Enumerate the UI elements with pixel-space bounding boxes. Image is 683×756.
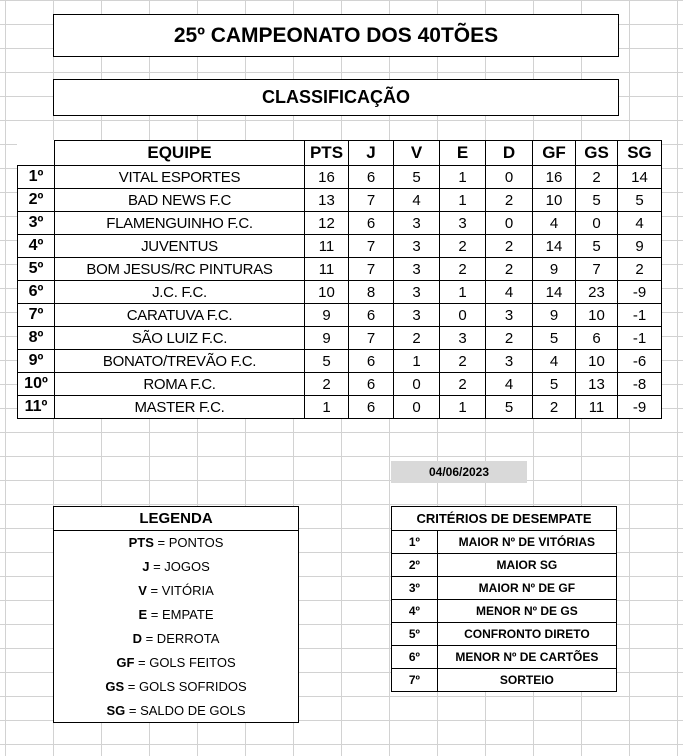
cell-pts: 5 <box>305 350 349 373</box>
criteria-item <box>392 669 617 692</box>
cell-gf: 4 <box>533 350 576 373</box>
criteria-text: SORTEIO <box>437 669 616 692</box>
cell-pts: 2 <box>305 373 349 396</box>
cell-gs: 2 <box>576 166 618 189</box>
table-row <box>18 281 662 304</box>
legend-item-cell <box>54 531 299 555</box>
cell-j: 7 <box>349 327 394 350</box>
cell-pts: 13 <box>305 189 349 212</box>
cell-d: 3 <box>486 350 533 373</box>
cell-team: MASTER F.C. <box>55 396 305 419</box>
legend-abbr: PTS <box>128 535 154 551</box>
cell-e: 3 <box>440 327 486 350</box>
cell-gf: 14 <box>533 281 576 304</box>
criteria-item <box>392 600 617 623</box>
cell-pos: 9º <box>18 350 55 373</box>
legend-meaning: = SALDO DE GOLS <box>125 702 246 718</box>
cell-pts: 11 <box>305 258 349 281</box>
cell-v: 3 <box>394 304 440 327</box>
page-title: 25º CAMPEONATO DOS 40TÕES <box>53 14 619 57</box>
cell-j: 6 <box>349 304 394 327</box>
criteria-rank: 6º <box>392 646 438 669</box>
cell-gs: 11 <box>576 396 618 419</box>
legend-item-cell <box>54 555 299 579</box>
table-row <box>18 166 662 189</box>
cell-pos: 8º <box>18 327 55 350</box>
cell-gs: 13 <box>576 373 618 396</box>
legend-abbr: GF <box>116 655 135 670</box>
cell-j: 8 <box>349 281 394 304</box>
legend-item-cell <box>54 579 299 603</box>
date-label: 04/06/2023 <box>391 461 527 483</box>
cell-v: 4 <box>394 189 440 212</box>
table-row <box>18 304 662 327</box>
cell-sg: 4 <box>618 212 662 235</box>
legend-item-cell <box>54 603 299 627</box>
cell-team: BAD NEWS F.C <box>55 189 305 212</box>
cell-e: 2 <box>440 350 486 373</box>
header-e: E <box>440 141 486 166</box>
legend-item <box>54 603 299 627</box>
legend-item-cell <box>54 675 299 699</box>
cell-d: 4 <box>486 281 533 304</box>
cell-pts: 9 <box>305 304 349 327</box>
criteria-rank: 5º <box>392 623 438 646</box>
criteria-item <box>392 623 617 646</box>
legend-abbr: D <box>132 631 142 646</box>
cell-d: 0 <box>486 212 533 235</box>
table-row <box>18 373 662 396</box>
cell-pts: 1 <box>305 396 349 419</box>
cell-gf: 4 <box>533 212 576 235</box>
header-gf: GF <box>533 141 576 166</box>
legend-meaning: = GOLS FEITOS <box>134 655 236 670</box>
cell-gf: 14 <box>533 235 576 258</box>
cell-pts: 12 <box>305 212 349 235</box>
cell-pts: 16 <box>305 166 349 189</box>
cell-team: VITAL ESPORTES <box>55 166 305 189</box>
cell-sg: -8 <box>618 373 662 396</box>
cell-gs: 5 <box>576 189 618 212</box>
legend-table <box>53 506 299 723</box>
cell-v: 1 <box>394 350 440 373</box>
cell-team: SÃO LUIZ F.C. <box>55 327 305 350</box>
cell-v: 5 <box>394 166 440 189</box>
cell-e: 1 <box>440 189 486 212</box>
legend-item <box>54 627 299 651</box>
legend-meaning: = GOLS SOFRIDOS <box>124 679 247 694</box>
cell-sg: -1 <box>618 327 662 350</box>
criteria-rank: 4º <box>392 600 438 623</box>
cell-e: 2 <box>440 235 486 258</box>
cell-team: J.C. F.C. <box>55 281 305 304</box>
criteria-item <box>392 554 617 577</box>
criteria-text: MAIOR SG <box>437 554 616 577</box>
criteria-rank: 1º <box>392 531 438 554</box>
legend-item <box>54 579 299 603</box>
criteria-text: CONFRONTO DIRETO <box>437 623 616 646</box>
legend-meaning: = DERROTA <box>141 631 220 646</box>
cell-v: 0 <box>394 396 440 419</box>
cell-j: 7 <box>349 235 394 258</box>
criteria-text: MAIOR Nº DE VITÓRIAS <box>437 531 616 554</box>
criteria-rank: 7º <box>392 669 438 692</box>
legend-abbr: SG <box>106 702 126 718</box>
cell-e: 1 <box>440 281 486 304</box>
cell-gs: 7 <box>576 258 618 281</box>
header-sg: SG <box>618 141 662 166</box>
header-pts: PTS <box>305 141 349 166</box>
cell-pts: 9 <box>305 327 349 350</box>
cell-gf: 9 <box>533 304 576 327</box>
legend-abbr: J <box>142 559 150 574</box>
legend-meaning: = PONTOS <box>153 535 224 551</box>
cell-team: ROMA F.C. <box>55 373 305 396</box>
cell-pts: 11 <box>305 235 349 258</box>
cell-gf: 2 <box>533 396 576 419</box>
legend-meaning: = EMPATE <box>147 607 214 622</box>
table-row <box>18 189 662 212</box>
header-blank <box>18 141 55 166</box>
cell-pos: 1º <box>18 166 55 189</box>
cell-sg: 9 <box>618 235 662 258</box>
cell-j: 6 <box>349 212 394 235</box>
cell-pos: 11º <box>18 396 55 419</box>
header-j: J <box>349 141 394 166</box>
cell-e: 2 <box>440 373 486 396</box>
header-team: EQUIPE <box>55 141 305 166</box>
legend-item <box>54 675 299 699</box>
cell-d: 2 <box>486 189 533 212</box>
cell-j: 7 <box>349 189 394 212</box>
legend-abbr: E <box>138 607 148 622</box>
legend-abbr: V <box>138 583 147 598</box>
legend-item <box>54 651 299 675</box>
cell-v: 0 <box>394 373 440 396</box>
cell-team: CARATUVA F.C. <box>55 304 305 327</box>
table-row <box>18 258 662 281</box>
cell-pos: 4º <box>18 235 55 258</box>
cell-d: 5 <box>486 396 533 419</box>
table-row <box>18 396 662 419</box>
cell-pts: 10 <box>305 281 349 304</box>
cell-v: 2 <box>394 327 440 350</box>
cell-gs: 0 <box>576 212 618 235</box>
cell-team: FLAMENGUINHO F.C. <box>55 212 305 235</box>
cell-gs: 5 <box>576 235 618 258</box>
cell-pos: 2º <box>18 189 55 212</box>
header-v: V <box>394 141 440 166</box>
cell-e: 0 <box>440 304 486 327</box>
legend-meaning: = JOGOS <box>149 559 210 574</box>
cell-v: 3 <box>394 258 440 281</box>
standings-header-row <box>18 141 662 166</box>
cell-sg: 14 <box>618 166 662 189</box>
cell-d: 2 <box>486 258 533 281</box>
legend-item <box>54 699 299 723</box>
cell-d: 2 <box>486 235 533 258</box>
cell-j: 6 <box>349 166 394 189</box>
cell-team: BOM JESUS/RC PINTURAS <box>55 258 305 281</box>
cell-sg: 2 <box>618 258 662 281</box>
table-row <box>18 327 662 350</box>
cell-pos: 6º <box>18 281 55 304</box>
cell-gf: 16 <box>533 166 576 189</box>
cell-e: 2 <box>440 258 486 281</box>
cell-d: 3 <box>486 304 533 327</box>
header-d: D <box>486 141 533 166</box>
legend-item-cell <box>54 627 299 651</box>
criteria-text: MAIOR Nº DE GF <box>437 577 616 600</box>
header-gs: GS <box>576 141 618 166</box>
criteria-header-row <box>392 507 617 531</box>
table-row <box>18 212 662 235</box>
cell-gf: 9 <box>533 258 576 281</box>
cell-sg: -9 <box>618 396 662 419</box>
legend-header-row <box>54 507 299 531</box>
legend-abbr: GS <box>105 679 125 694</box>
criteria-item <box>392 577 617 600</box>
cell-sg: 5 <box>618 189 662 212</box>
cell-v: 3 <box>394 212 440 235</box>
legend-item <box>54 531 299 555</box>
legend-title: LEGENDA <box>54 507 299 531</box>
cell-pos: 5º <box>18 258 55 281</box>
cell-pos: 10º <box>18 373 55 396</box>
cell-e: 3 <box>440 212 486 235</box>
cell-sg: -9 <box>618 281 662 304</box>
page-subtitle: CLASSIFICAÇÃO <box>53 79 619 116</box>
cell-gs: 23 <box>576 281 618 304</box>
cell-gs: 10 <box>576 304 618 327</box>
cell-sg: -1 <box>618 304 662 327</box>
cell-e: 1 <box>440 166 486 189</box>
cell-pos: 3º <box>18 212 55 235</box>
cell-gf: 5 <box>533 327 576 350</box>
cell-gf: 5 <box>533 373 576 396</box>
criteria-title: CRITÉRIOS DE DESEMPATE <box>392 507 617 531</box>
cell-gs: 6 <box>576 327 618 350</box>
cell-j: 6 <box>349 350 394 373</box>
legend-item-cell <box>54 699 299 723</box>
cell-d: 4 <box>486 373 533 396</box>
cell-v: 3 <box>394 281 440 304</box>
criteria-item <box>392 646 617 669</box>
criteria-rank: 2º <box>392 554 438 577</box>
cell-d: 2 <box>486 327 533 350</box>
cell-team: BONATO/TREVÃO F.C. <box>55 350 305 373</box>
cell-pos: 7º <box>18 304 55 327</box>
cell-j: 6 <box>349 373 394 396</box>
standings-table <box>17 140 662 419</box>
cell-gf: 10 <box>533 189 576 212</box>
table-row <box>18 235 662 258</box>
criteria-text: MENOR Nº DE CARTÕES <box>437 646 616 669</box>
cell-j: 7 <box>349 258 394 281</box>
criteria-item <box>392 531 617 554</box>
table-row <box>18 350 662 373</box>
criteria-text: MENOR Nº DE GS <box>437 600 616 623</box>
criteria-rank: 3º <box>392 577 438 600</box>
legend-meaning: = VITÓRIA <box>146 583 214 598</box>
cell-sg: -6 <box>618 350 662 373</box>
legend-item <box>54 555 299 579</box>
cell-team: JUVENTUS <box>55 235 305 258</box>
cell-v: 3 <box>394 235 440 258</box>
cell-e: 1 <box>440 396 486 419</box>
cell-d: 0 <box>486 166 533 189</box>
tiebreak-criteria-table <box>391 506 617 692</box>
cell-gs: 10 <box>576 350 618 373</box>
cell-j: 6 <box>349 396 394 419</box>
legend-item-cell <box>54 651 299 675</box>
